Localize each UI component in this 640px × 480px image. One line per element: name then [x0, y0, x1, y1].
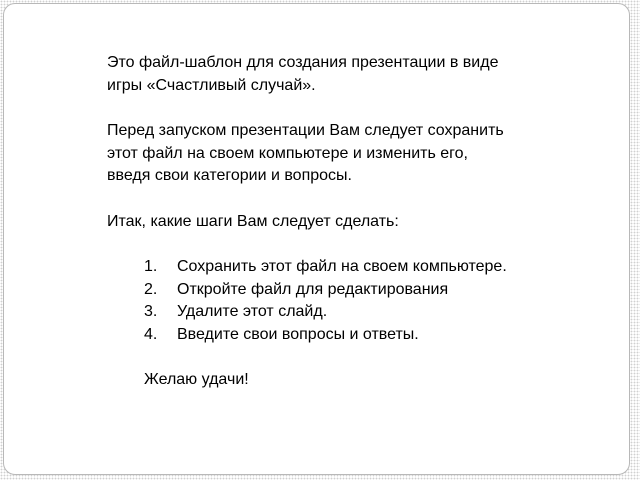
instruction-line: этот файл на своем компьютере и изменить его,: [107, 144, 468, 162]
intro-line: Это файл-шаблон для создания презентации в виде: [107, 54, 499, 71]
steps-heading: Итак, какие шаги Вам следует сделать:: [107, 212, 399, 230]
step-item: [144, 256, 577, 279]
step-text: Введите свои вопросы и ответы.: [177, 325, 419, 343]
instruction-line: Перед запуском презентации Вам следует сохранить: [107, 122, 504, 139]
step-item: [144, 301, 577, 324]
step-item: [144, 279, 577, 302]
instruction-line: введя свои категории и вопросы.: [107, 167, 352, 184]
step-item: [144, 324, 577, 347]
step-number: 3.: [144, 303, 158, 320]
step-number: 4.: [144, 325, 158, 343]
closing-text: Желаю удачи!: [144, 371, 249, 388]
intro-paragraph: [107, 52, 577, 97]
slide-text-body: [107, 52, 577, 392]
instruction-paragraph: [107, 120, 577, 188]
step-text: Откройте файл для редактирования: [177, 280, 449, 298]
slide: [3, 3, 630, 475]
step-number: 2.: [144, 280, 158, 298]
step-text: Удалите этот слайд.: [177, 303, 328, 320]
intro-line: игры «Счастливый случай».: [107, 76, 316, 94]
step-text: Сохранить этот файл на своем компьютере.: [177, 258, 507, 275]
step-number: 1.: [144, 258, 158, 275]
steps-list: [107, 256, 577, 346]
